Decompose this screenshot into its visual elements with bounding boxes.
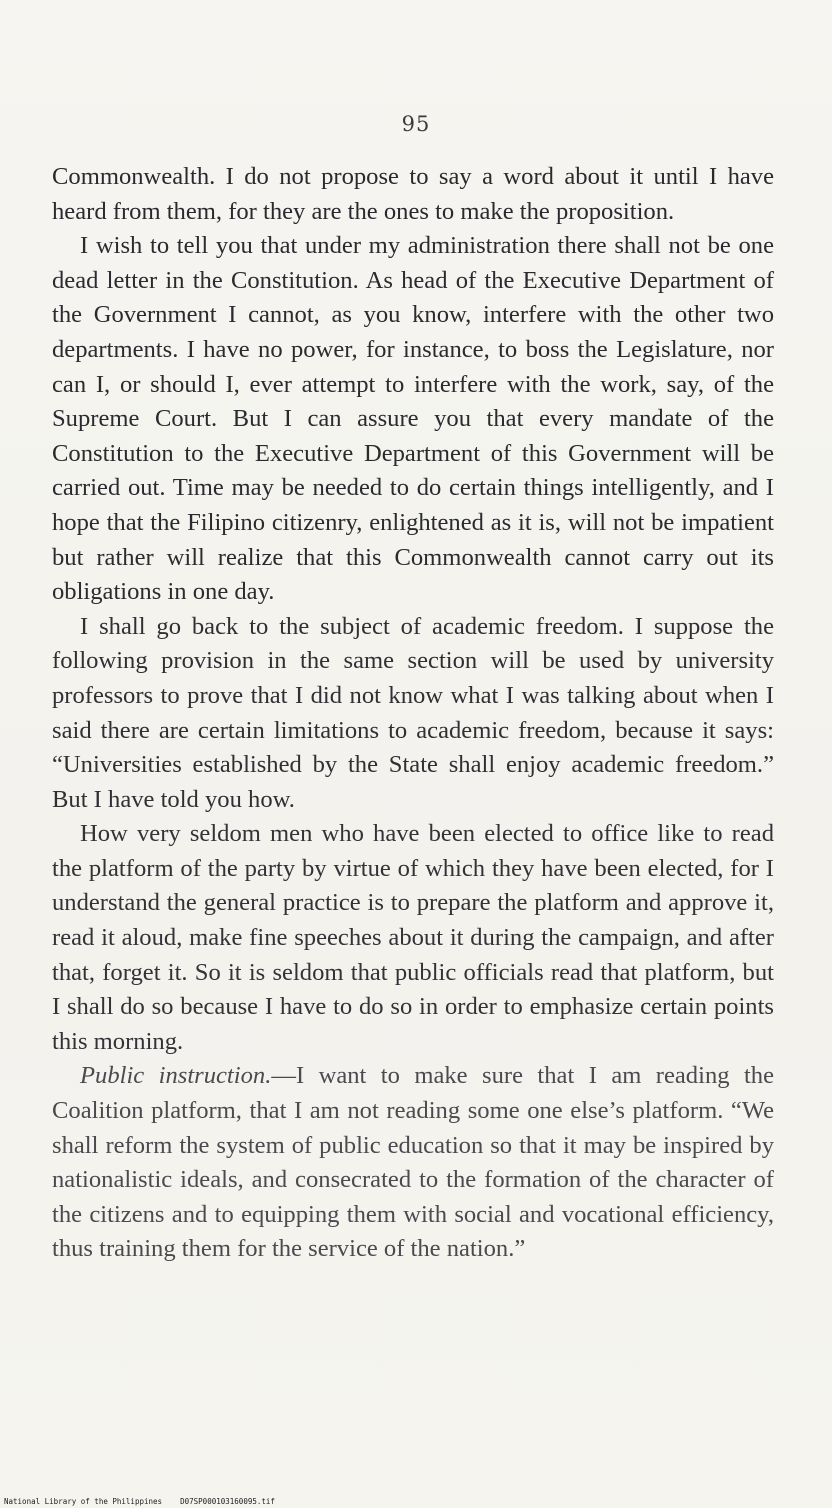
footer-file: D07SP000103160095.tif: [180, 1497, 275, 1506]
paragraph-1: Commonwealth. I do not propose to say a word about it until I have heard from them, for they are the ones to make the proposition.: [52, 163, 774, 225]
paragraph-3: I shall go back to the subject of academic freedom. I suppose the following provision in the same section will be used by university professors to prove that I did not know what I was talking about when I said there are certain limitations to academic freedom, because it says: “Universities established by the State shall enjoy academic freedom.” But I have told you how.: [52, 612, 774, 813]
page-number: 95: [401, 112, 431, 136]
paragraph-5-body: —I want to make sure that I am reading the Coalition platform, that I am not reading some one else’s platform. “We shall reform the system of public education so that it may be inspired by nationalistic ideals, and consecrated to the formation of the character of the citizens and to equipping them with social and vocational efficiency, thus training them for the service of the nation.”: [52, 1062, 774, 1263]
body-text: [52, 160, 774, 1267]
scan-footer: [4, 1497, 275, 1506]
paragraph-5: [52, 1059, 774, 1267]
footer-library: National Library of the Philippines: [4, 1497, 163, 1506]
section-heading-public-instruction: Public instruction.: [80, 1062, 272, 1090]
paragraph-4: How very seldom men who have been elected to office like to read the platform of the party by virtue of which they have been elected, for I understand the general practice is to prepare the platform and approve it, read it aloud, make fine speeches about it during the campaign, and after that, forget it. So it is seldom that public officials read that platform, but I shall do so because I have to do so in order to emphasize certain points this morning.: [52, 820, 774, 1055]
paragraph-2: I wish to tell you that under my administration there shall not be one dead letter in the Constitution. As head of the Executive Department of the Government I cannot, as you know, interfere with the other two departments. I have no power, for instance, to boss the Legislature, nor can I, or should I, ever attempt to interfere with the work, say, of the Supreme Court. But I can assure you that every mandate of the Constitution to the Executive Department of this Government will be carried out. Time may be needed to do certain things intelligently, and I hope that the Filipino citizenry, enlightened as it is, will not be impatient but rather will realize that this Commonwealth cannot carry out its obligations in one day.: [52, 232, 774, 606]
